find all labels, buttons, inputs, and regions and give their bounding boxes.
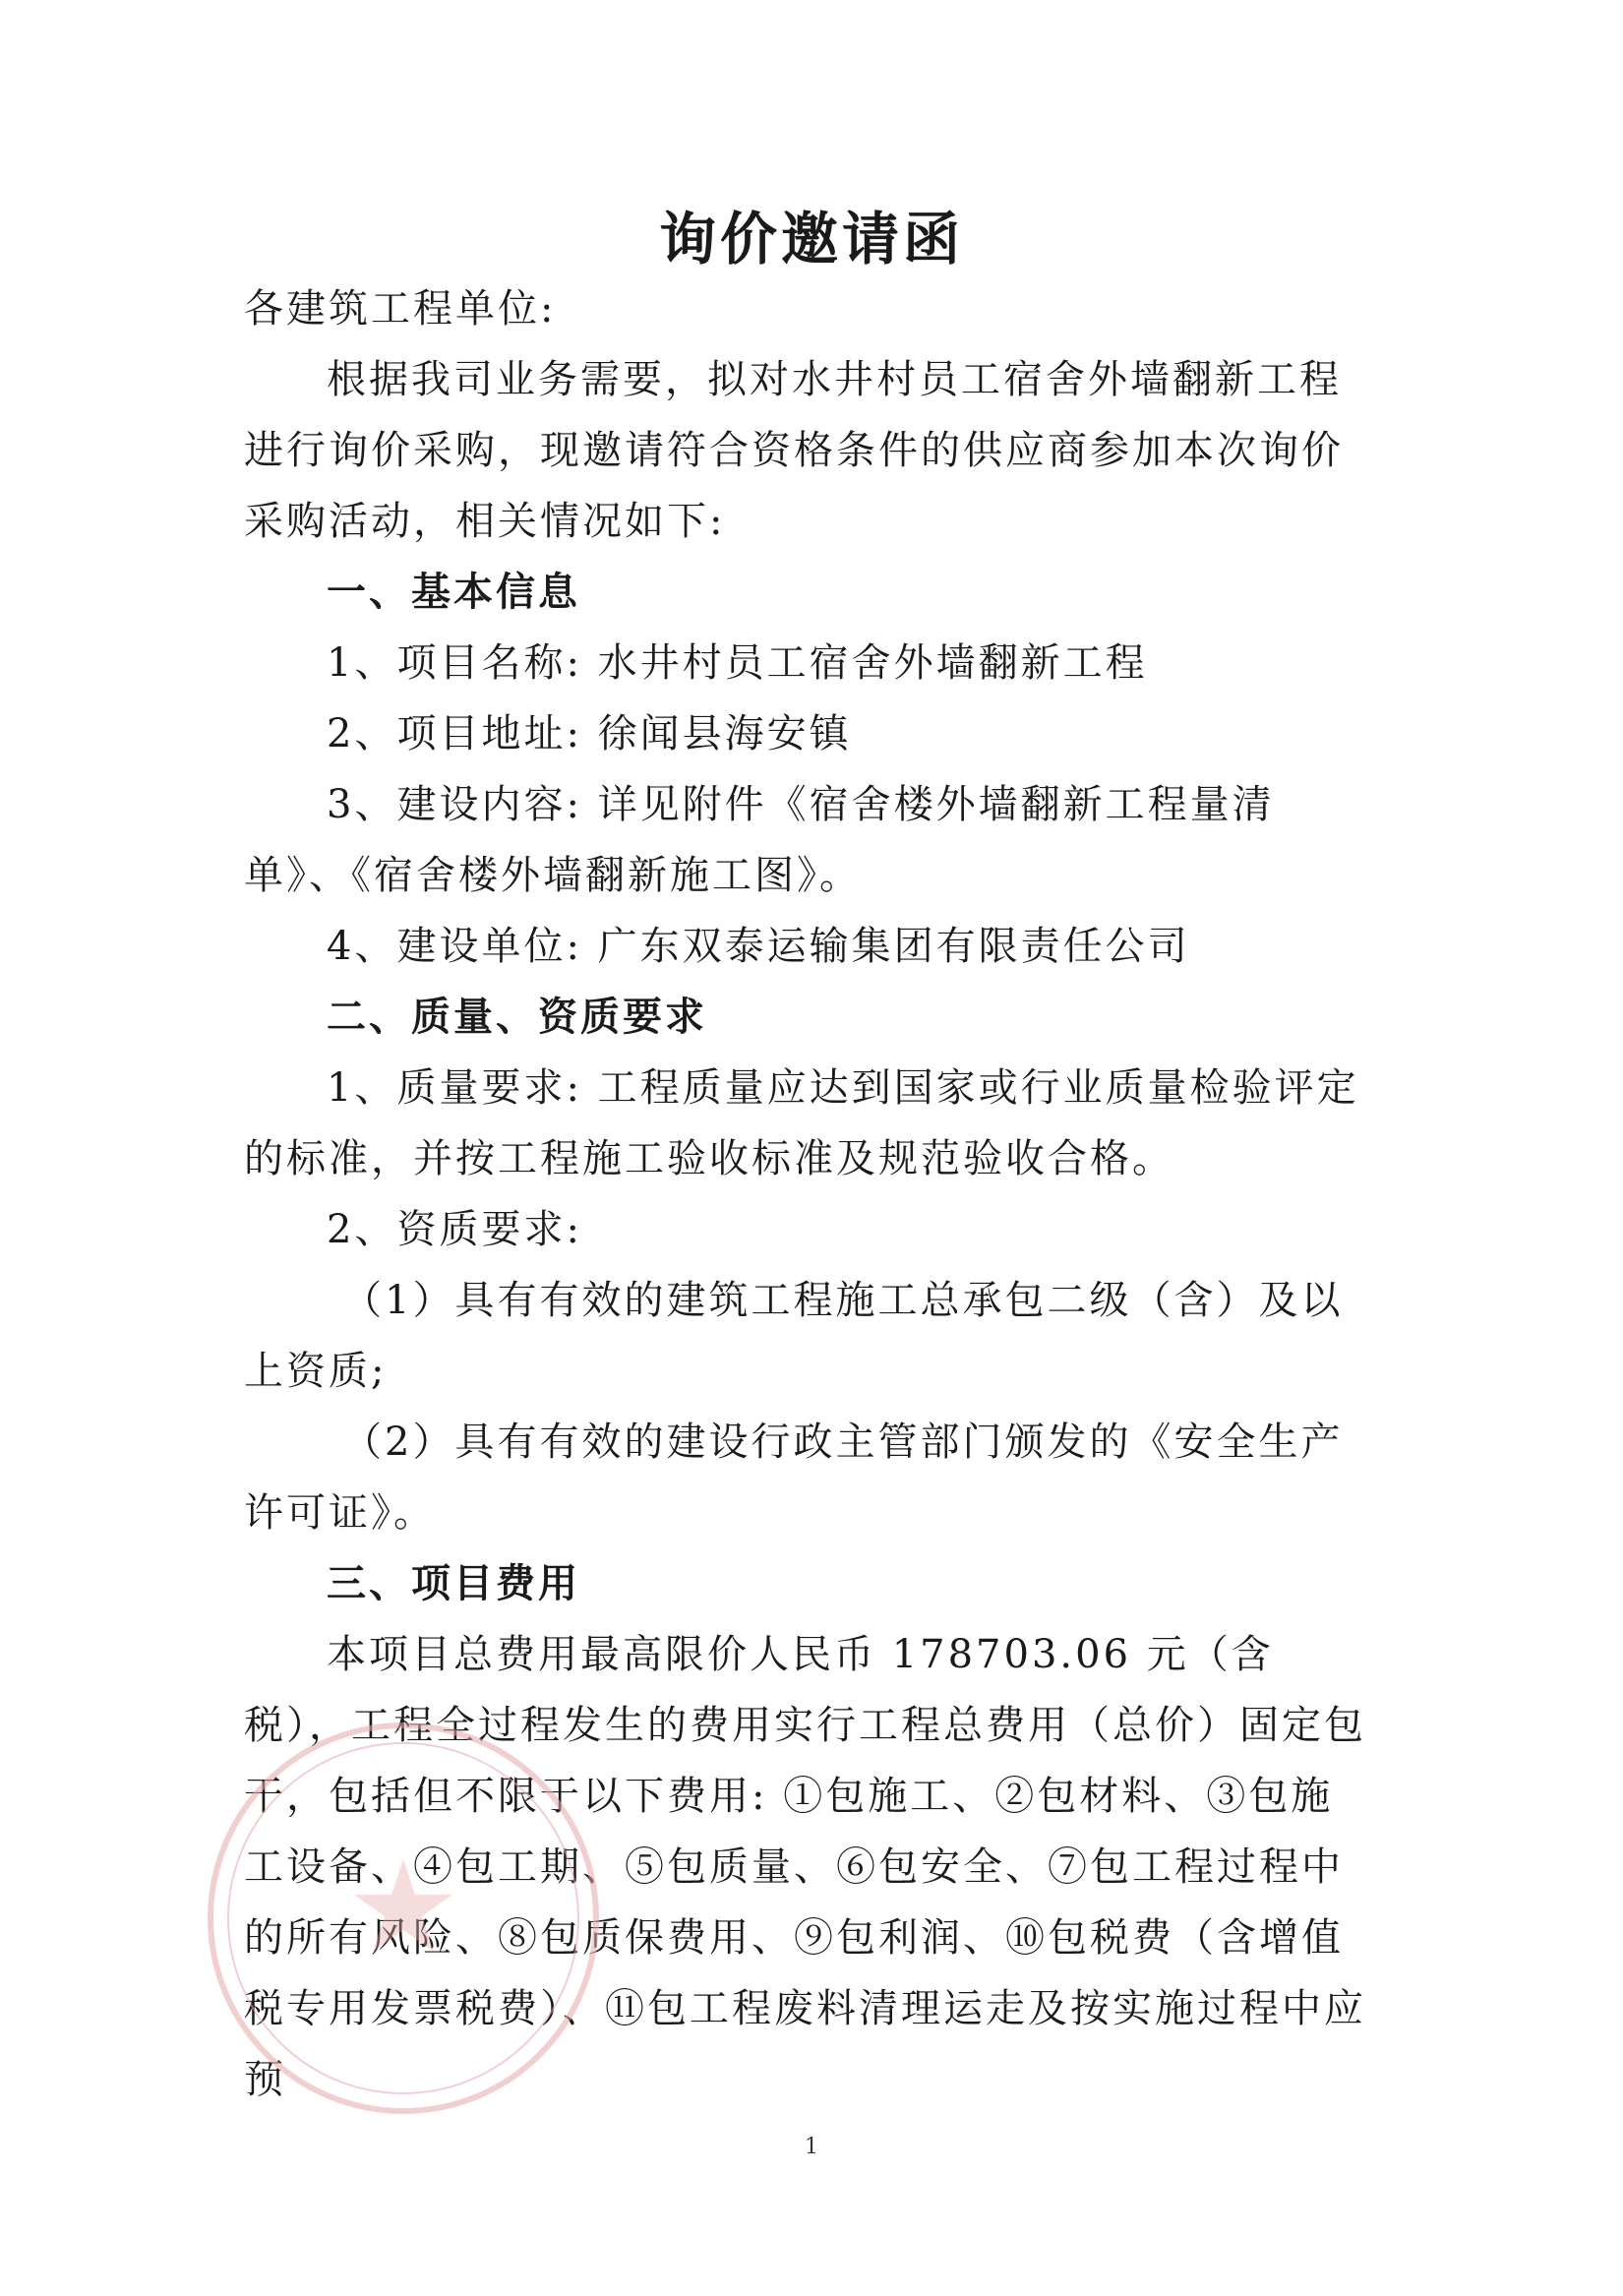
basic-info-item-owner: 4、建设单位: 广东双泰运输集团有限责任公司 [327,924,1190,969]
cost-paragraph: 本项目总费用最高限价人民币 178703.06 元（含税），工程全过程发生的费用实行工程总费用（总价）固定包干，包括但不限于以下费用: ①包施工、②包材料、③包施工设备、④包工期、⑤包质量、⑥包安全、⑦包工程过程中的所有风险、⑧包质保费用、⑨包利润、⑩包税费（含增值税专用发票税费）、⑪包工程废料清理运走及按实施过程中应预 [244,1632,1366,2102]
section-heading-quality: 二、质量、资质要求 [327,994,707,1040]
section-heading-cost: 三、项目费用 [327,1560,580,1606]
qualification-item-2: （2）具有有效的建设行政主管部门颁发的《安全生产许可证》。 [244,1420,1344,1536]
quality-requirement: 1、质量要求: 工程质量应达到国家或行业质量检验评定的标准，并按工程施工验收标准及规范验收合格。 [244,1065,1359,1181]
basic-info-item-address: 2、项目地址: 徐闻县海安镇 [327,711,852,756]
section-heading-basic-info: 一、基本信息 [327,569,580,615]
company-seal-icon [197,1712,610,2125]
qualification-requirement-label: 2、资质要求: [327,1207,582,1252]
basic-info-item-name: 1、项目名称: 水井村员工宿舍外墙翻新工程 [327,640,1148,686]
document-title: 询价邀请函 [658,206,964,272]
intro-paragraph: 根据我司业务需要，拟对水井村员工宿舍外墙翻新工程进行询价采购，现邀请符合资格条件的供应商参加本次询价采购活动，相关情况如下: [244,357,1344,544]
page-number: 1 [805,2135,818,2159]
salutation: 各建筑工程单位: [244,286,557,332]
basic-info-item-content: 3、建设内容: 详见附件《宿舍楼外墙翻新工程量清单》、《宿舍楼外墙翻新施工图》。 [244,782,1275,898]
qualification-item-1: （1）具有有效的建筑工程施工总承包二级（含）及以上资质; [244,1278,1344,1394]
